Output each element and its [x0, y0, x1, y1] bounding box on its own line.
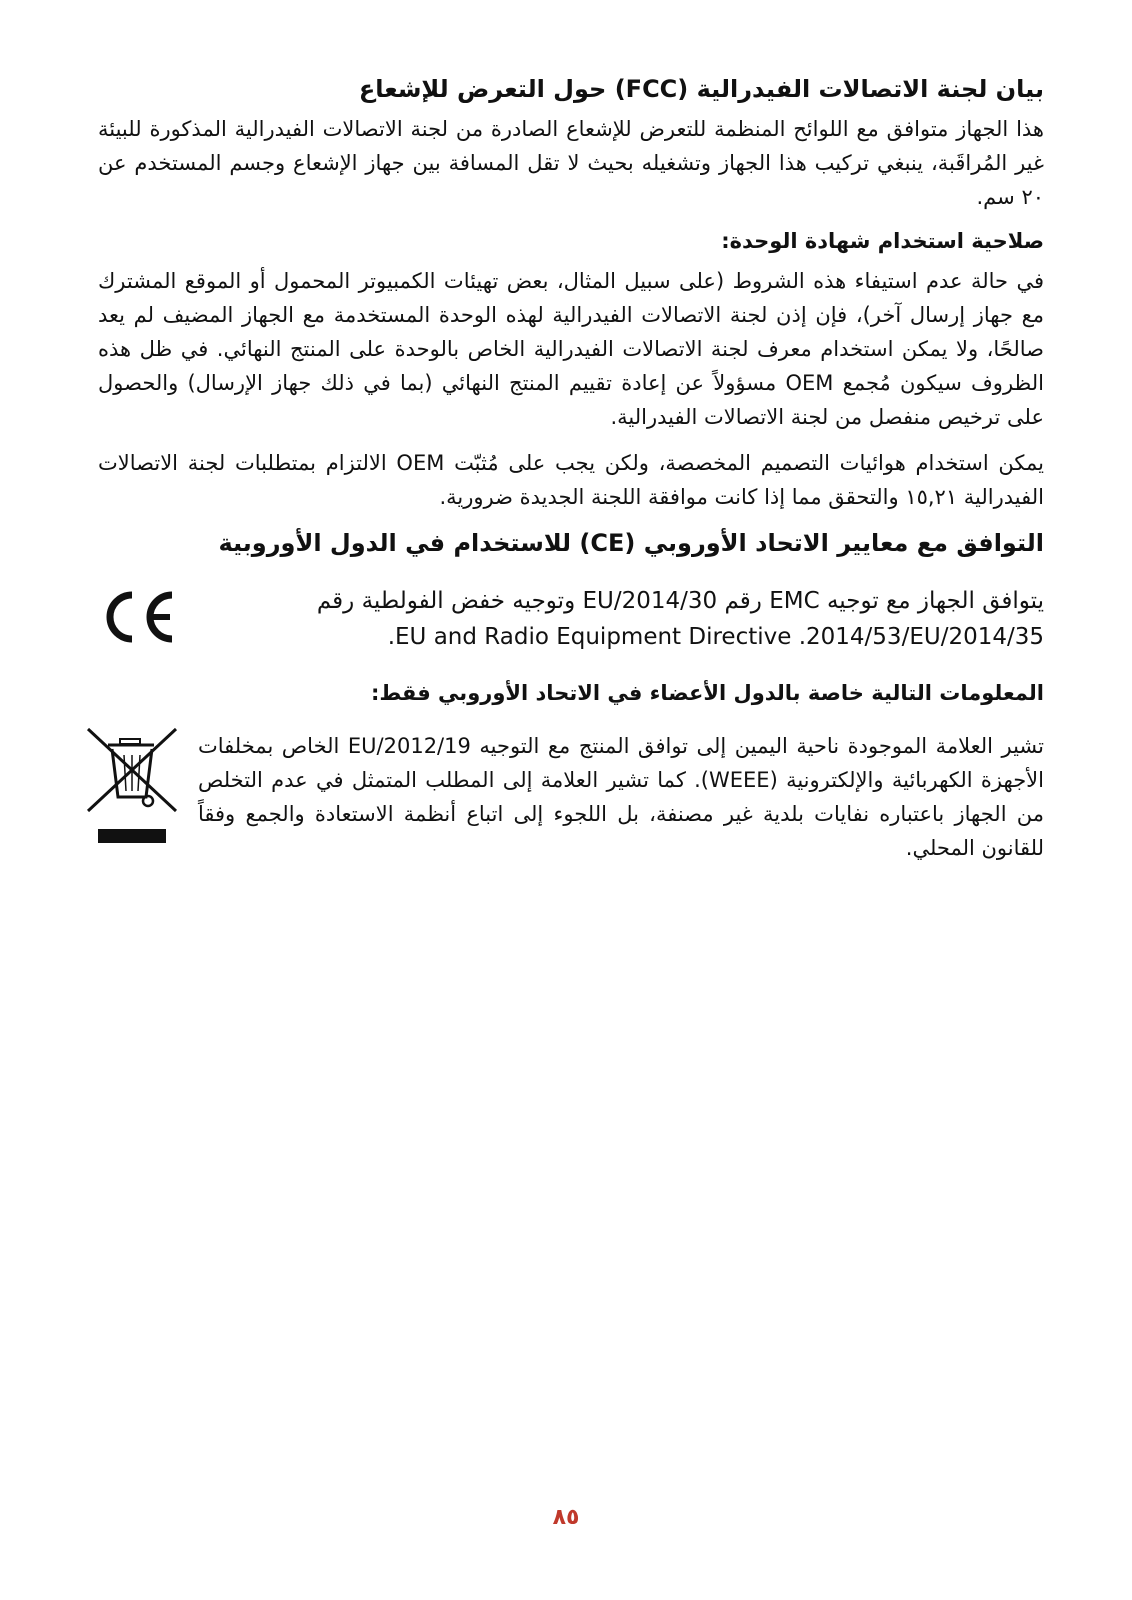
certification-paragraph-2: يمكن استخدام هوائيات التصميم المخصصة، ولكن يجب على مُثبّت OEM الالتزام بمتطلبات لجنة الاتصالات الفيدرالية ١٥,٢١ والتحقق مما إذا كانت موافقة اللجنة الجديدة ضرورية.: [98, 451, 1044, 509]
certification-paragraph-1: في حالة عدم استيفاء هذه الشروط (على سبيل المثال، بعض تهيئات الكمبيوتر المحمول أو الموقع المشترك مع جهاز إرسال آخر)، فإن إذن لجنة الاتصالات الفيدرالية لهذه الوحدة المستخدمة مع الجهاز المضيف لم يعد صالحًا، ولا يمكن استخدام معرف لجنة الاتصالات الفيدرالية الخاص بالوحدة على المنتج النهائي. في ظل هذه الظروف سيكون مُجمع OEM مسؤولاً عن إعادة تقييم المنتج النهائي (بما في ذلك جهاز الإرسال) والحصول على ترخيص منفصل من لجنة الاتصالات الفيدرالية.: [98, 269, 1044, 429]
ce-section: [98, 526, 1044, 655]
weee-heading: المعلومات التالية خاصة بالدول الأعضاء في الاتحاد الأوروبي فقط:: [371, 681, 1044, 705]
fcc-section: [98, 72, 1044, 214]
ce-block: [98, 583, 1044, 655]
ce-paragraph: يتوافق الجهاز مع توجيه EMC رقم 2014/30/EU وتوجيه خفض الفولطية رقم 2014/35/EU and Radio Equipment Directive .2014/53/EU.: [316, 588, 1044, 650]
weee-paragraph: تشير العلامة الموجودة ناحية اليمين إلى توافق المنتج مع التوجيه 2012/19/EU الخاص بمخلفات الأجهزة الكهربائية والإلكترونية (WEEE). كما تشير العلامة إلى المطلب المتمثل في عدم التخلص من الجهاز باعتباره نفايات بلدية غير مصنفة، بل اللجوء إلى اتباع أنظمة الاستعادة والجمع وفقاً للقانون المحلي.: [198, 734, 1044, 860]
crossed-out-wheeled-bin-icon: [84, 725, 184, 855]
ce-heading: التوافق مع معايير الاتحاد الأوروبي (CE) للاستخدام في الدول الأوروبية: [218, 529, 1044, 557]
ce-mark-icon: [98, 587, 178, 647]
fcc-heading: بيان لجنة الاتصالات الفيدرالية (FCC) حول التعرض للإشعاع: [358, 75, 1044, 103]
fcc-paragraph: هذا الجهاز متوافق مع اللوائح المنظمة للتعرض للإشعاع الصادرة من لجنة الاتصالات الفيدرالية المذكورة للبيئة غير المُراقَبة، ينبغي تركيب هذا الجهاز وتشغيله بحيث لا تقل المسافة بين جهاز الإشعاع وجسم المستخدم عن ٢٠ سم.: [98, 117, 1044, 209]
certification-heading: صلاحية استخدام شهادة الوحدة:: [721, 229, 1044, 253]
certification-section: [98, 226, 1044, 514]
weee-block: [98, 729, 1044, 865]
page-number: ٨٥: [552, 1505, 580, 1530]
weee-section: [98, 678, 1044, 865]
page-content: [98, 72, 1044, 886]
